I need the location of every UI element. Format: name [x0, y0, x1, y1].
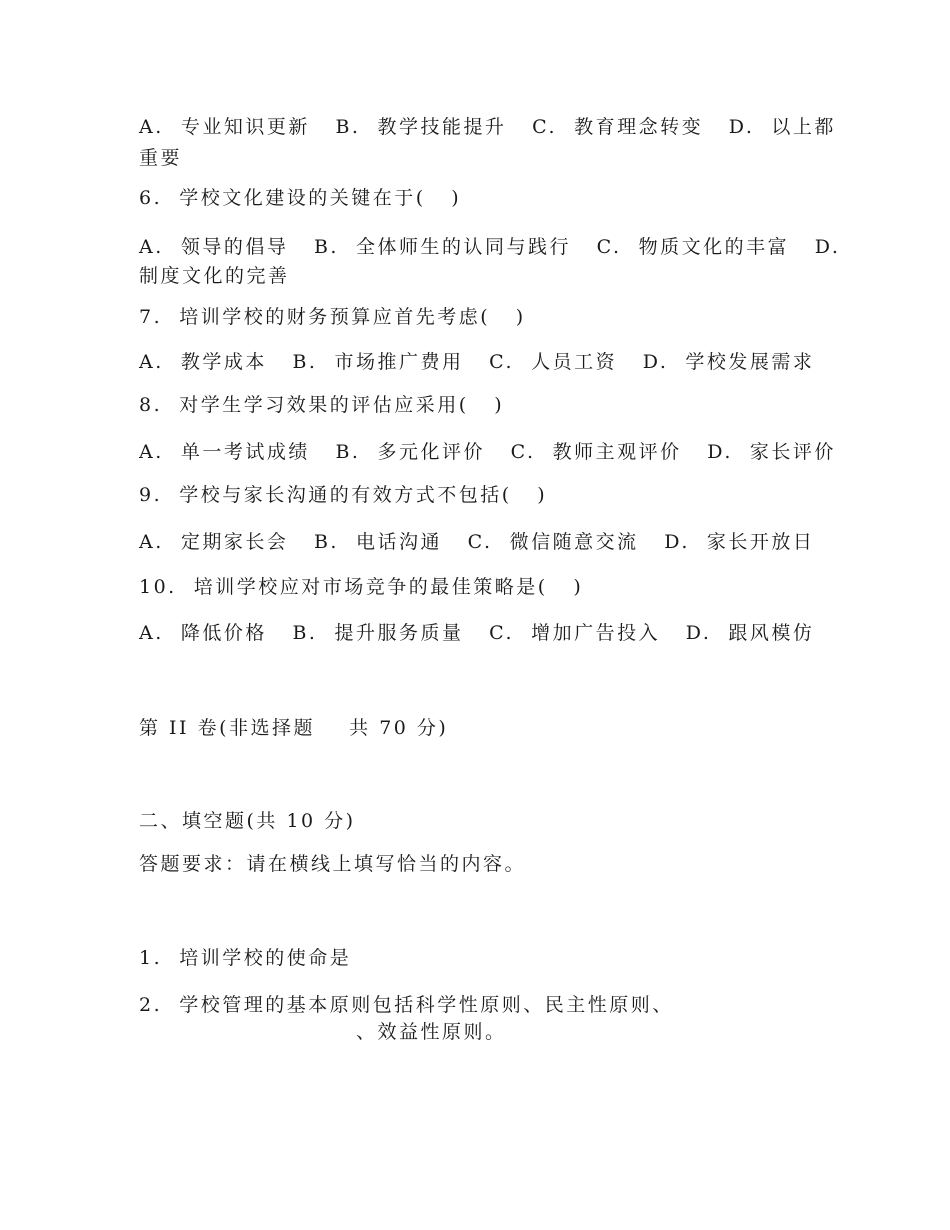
q10-stem: 10. 培训学校应对市场竞争的最佳策略是( ) — [139, 576, 584, 598]
q10-options: A. 降低价格 B. 提升服务质量 C. 增加广告投入 D. 跟风模仿 — [139, 622, 815, 644]
q9-options: A. 定期家长会 B. 电话沟通 C. 微信随意交流 D. 家长开放日 — [139, 531, 815, 553]
fill-item-2-line2: 、效益性原则。 — [356, 1021, 507, 1043]
q6-stem: 6. 学校文化建设的关键在于( ) — [139, 187, 462, 209]
q5-options-line1: A. 专业知识更新 B. 教学技能提升 C. 教育理念转变 D. 以上都 — [139, 116, 836, 138]
q8-stem: 8. 对学生学习效果的评估应采用( ) — [139, 394, 505, 416]
q7-options: A. 教学成本 B. 市场推广费用 C. 人员工资 D. 学校发展需求 — [139, 351, 815, 373]
fill-item-2-line1: 2. 学校管理的基本原则包括科学性原则、民主性原则、 — [139, 994, 674, 1016]
q8-options: A. 单一考试成绩 B. 多元化评价 C. 教师主观评价 D. 家长评价 — [139, 441, 836, 463]
q9-stem: 9. 学校与家长沟通的有效方式不包括( ) — [139, 484, 548, 506]
part2-heading: 第 II 卷(非选择题 共 70 分) — [139, 717, 449, 739]
q7-stem: 7. 培训学校的财务预算应首先考虑( ) — [139, 306, 526, 328]
q6-options-line2: 制度文化的完善 — [139, 265, 290, 287]
section2-instruction: 答题要求：请在横线上填写恰当的内容。 — [139, 853, 527, 875]
fill-item-1: 1. 培训学校的使命是 — [139, 947, 352, 969]
q6-options-line1: A. 领导的倡导 B. 全体师生的认同与践行 C. 物质文化的丰富 D. — [139, 236, 841, 258]
q5-options-line2: 重要 — [139, 147, 183, 169]
section2-heading: 二、填空题(共 10 分) — [139, 810, 356, 832]
